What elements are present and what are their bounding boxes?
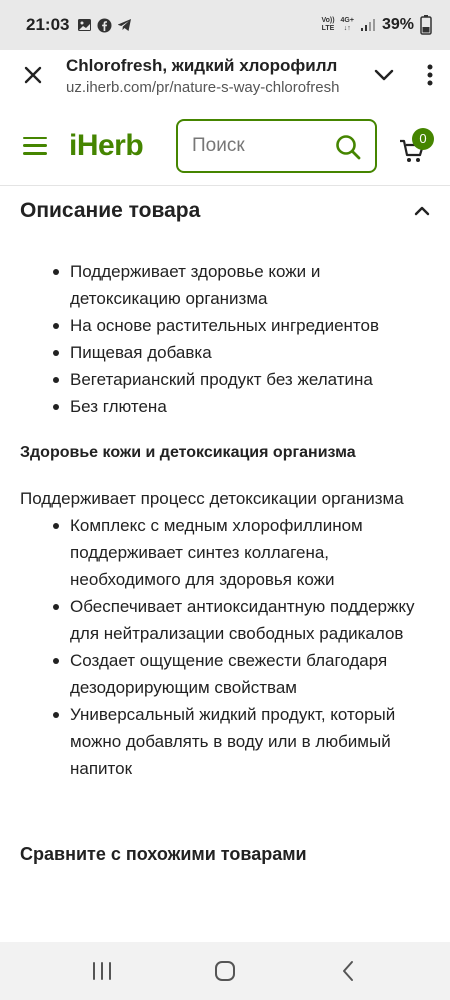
site-header [0,106,450,186]
list-item: Универсальный жидкий продукт, который можно добавлять в воду или в любимый напиток [70,701,434,782]
search-box[interactable] [176,119,377,173]
page-url: uz.iherb.com/pr/nature-s-way-chlorofresh [66,79,340,96]
home-icon [214,960,236,982]
search-input[interactable] [192,135,322,157]
volte-indicator: Vo)) LTE [321,17,335,32]
page-title: Chlorofresh, жидкий хлорофилл [66,56,338,75]
feature-list [0,258,450,420]
status-bar [0,0,450,50]
back-button[interactable] [318,951,378,991]
benefit-list [0,512,450,782]
overflow-menu-button[interactable] [410,50,450,100]
cart-button[interactable] [398,128,438,168]
battery-icon [420,15,432,35]
subheading: Здоровье кожи и детоксикация организма [20,444,356,461]
paragraph: Поддерживает процесс детоксикации организма [20,489,404,508]
system-nav-bar [0,942,450,1000]
close-icon [24,66,42,84]
compare-title: Сравните с похожими товарами [20,844,307,864]
list-item: Поддерживает здоровье кожи и детоксикацию организма [70,258,434,312]
list-item: Вегетарианский продукт без желатина [70,366,434,393]
description-title: Описание товара [20,199,201,222]
list-item: Пищевая добавка [70,339,434,366]
search-icon[interactable] [335,134,361,160]
list-item: На основе растительных ингредиентов [70,312,434,339]
status-time: 21:03 [26,15,70,34]
close-tab-button[interactable] [0,50,66,100]
back-icon [341,960,355,982]
signal-icon [360,18,376,32]
expand-button[interactable] [358,50,410,100]
recents-icon [91,961,113,981]
list-item: Создает ощущение свежести благодаря дезодорирующим свойствам [70,647,434,701]
more-vertical-icon [427,64,433,86]
hamburger-menu-icon[interactable] [23,137,47,155]
url-block[interactable] [66,54,358,96]
battery-percent: 39% [381,16,414,33]
list-item: Комплекс с медным хлорофиллином поддерживает синтез коллагена, необходимого для здоровья кожи [70,512,434,593]
chevron-up-icon[interactable] [414,206,430,216]
network-type: 4G+ ↓↑ [340,17,354,32]
chevron-down-icon [374,69,394,81]
gallery-icon [77,18,92,32]
list-item: Обеспечивает антиоксидантную поддержку для нейтрализации свободных радикалов [70,593,434,647]
home-button[interactable] [195,951,255,991]
recent-apps-button[interactable] [72,951,132,991]
product-description [0,187,450,865]
telegram-icon [117,18,132,32]
description-header[interactable] [0,187,450,235]
browser-toolbar [0,50,450,100]
facebook-icon [97,18,112,33]
cart-count-badge: 0 [412,128,434,150]
iherb-logo[interactable]: iHerb [69,128,144,162]
list-item: Без глютена [70,393,434,420]
